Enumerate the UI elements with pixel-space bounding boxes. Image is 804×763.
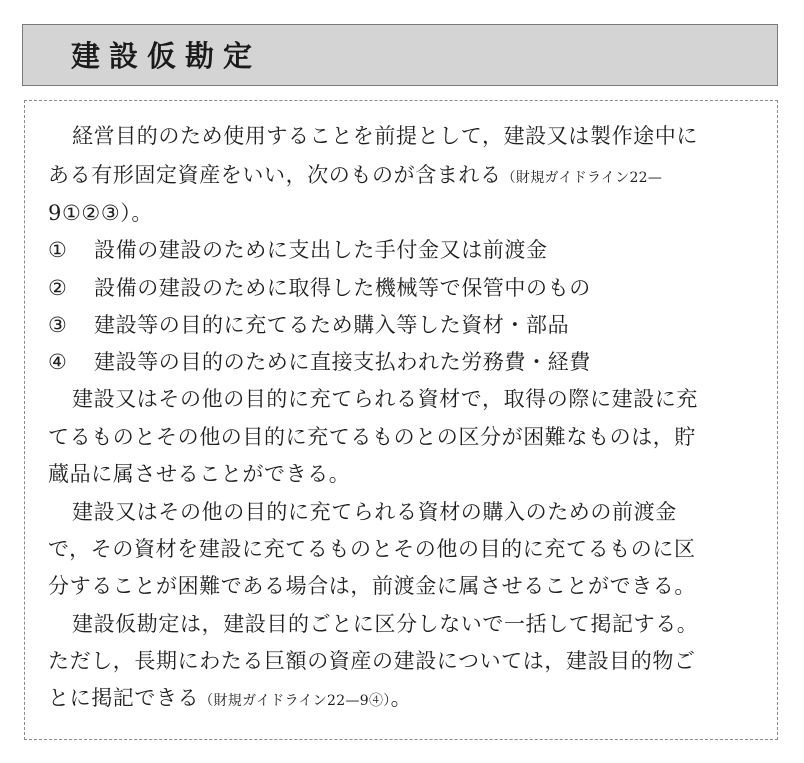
guideline-reference: （財規ガイドライン22— (501, 170, 663, 186)
list-item-marker: ③ (48, 313, 68, 337)
paragraph-1-line-2-text: ある有形固定資産をいい，次のものが含まれる (48, 163, 502, 187)
paragraph-2-line-3: 蔵品に属させることができる。 (48, 462, 351, 486)
list-item-marker: ② (48, 276, 68, 300)
list-item (48, 347, 591, 377)
list-item (48, 235, 548, 265)
page-title: 建設仮勘定 (71, 39, 262, 73)
paragraph-3-line-1: 建設又はその他の目的に充てられる資材の購入のための前渡金 (72, 500, 677, 524)
paragraph-2-line-1: 建設又はその他の目的に充てられる資材で，取得の際に建設に充 (72, 387, 698, 411)
paragraph-4-line-1: 建設仮勘定は，建設目的ごとに区分しないで一括して掲記する。 (72, 612, 699, 636)
paragraph-3-line-3: 分することが困難である場合は，前渡金に属させることができる。 (48, 574, 696, 598)
paragraph-4-line-3 (48, 683, 412, 716)
paragraph-2-line-2: てるものとその他の目的に充てるものとの区分が困難なものは，貯 (48, 425, 696, 449)
paragraph-4-line-3-end: 。 (390, 686, 413, 710)
list-item-text: 設備の建設のために支出した手付金又は前渡金 (94, 238, 548, 262)
content-box (24, 100, 778, 740)
paragraph-1-line-3: 9①②③）。 (48, 201, 153, 225)
paragraph-1-line-1: 経営目的のため使用することを前提として，建設又は製作途中に (72, 124, 698, 148)
list-item-marker: ① (48, 238, 68, 262)
list-item-text: 建設等の目的のために直接支払われた労務費・経費 (94, 350, 591, 374)
list-item-text: 設備の建設のために取得した機械等で保管中のもの (94, 276, 591, 300)
paragraph-4-line-3-text: とに掲記できる (48, 686, 200, 710)
list-item-text: 建設等の目的に充てるため購入等した資材・部品 (94, 313, 570, 337)
paragraph-3-line-2: で，その資材を建設に充てるものとその他の目的に充てるものに区 (48, 537, 696, 561)
title-banner (22, 24, 778, 86)
paragraph-1-line-2 (48, 160, 662, 193)
list-item (48, 273, 591, 303)
list-item (48, 310, 569, 340)
list-item-marker: ④ (48, 350, 68, 374)
paragraph-4-line-2: ただし，長期にわたる巨額の資産の建設については，建設目的物ご (48, 649, 696, 673)
guideline-reference: （財規ガイドライン22—9④） (199, 693, 391, 709)
